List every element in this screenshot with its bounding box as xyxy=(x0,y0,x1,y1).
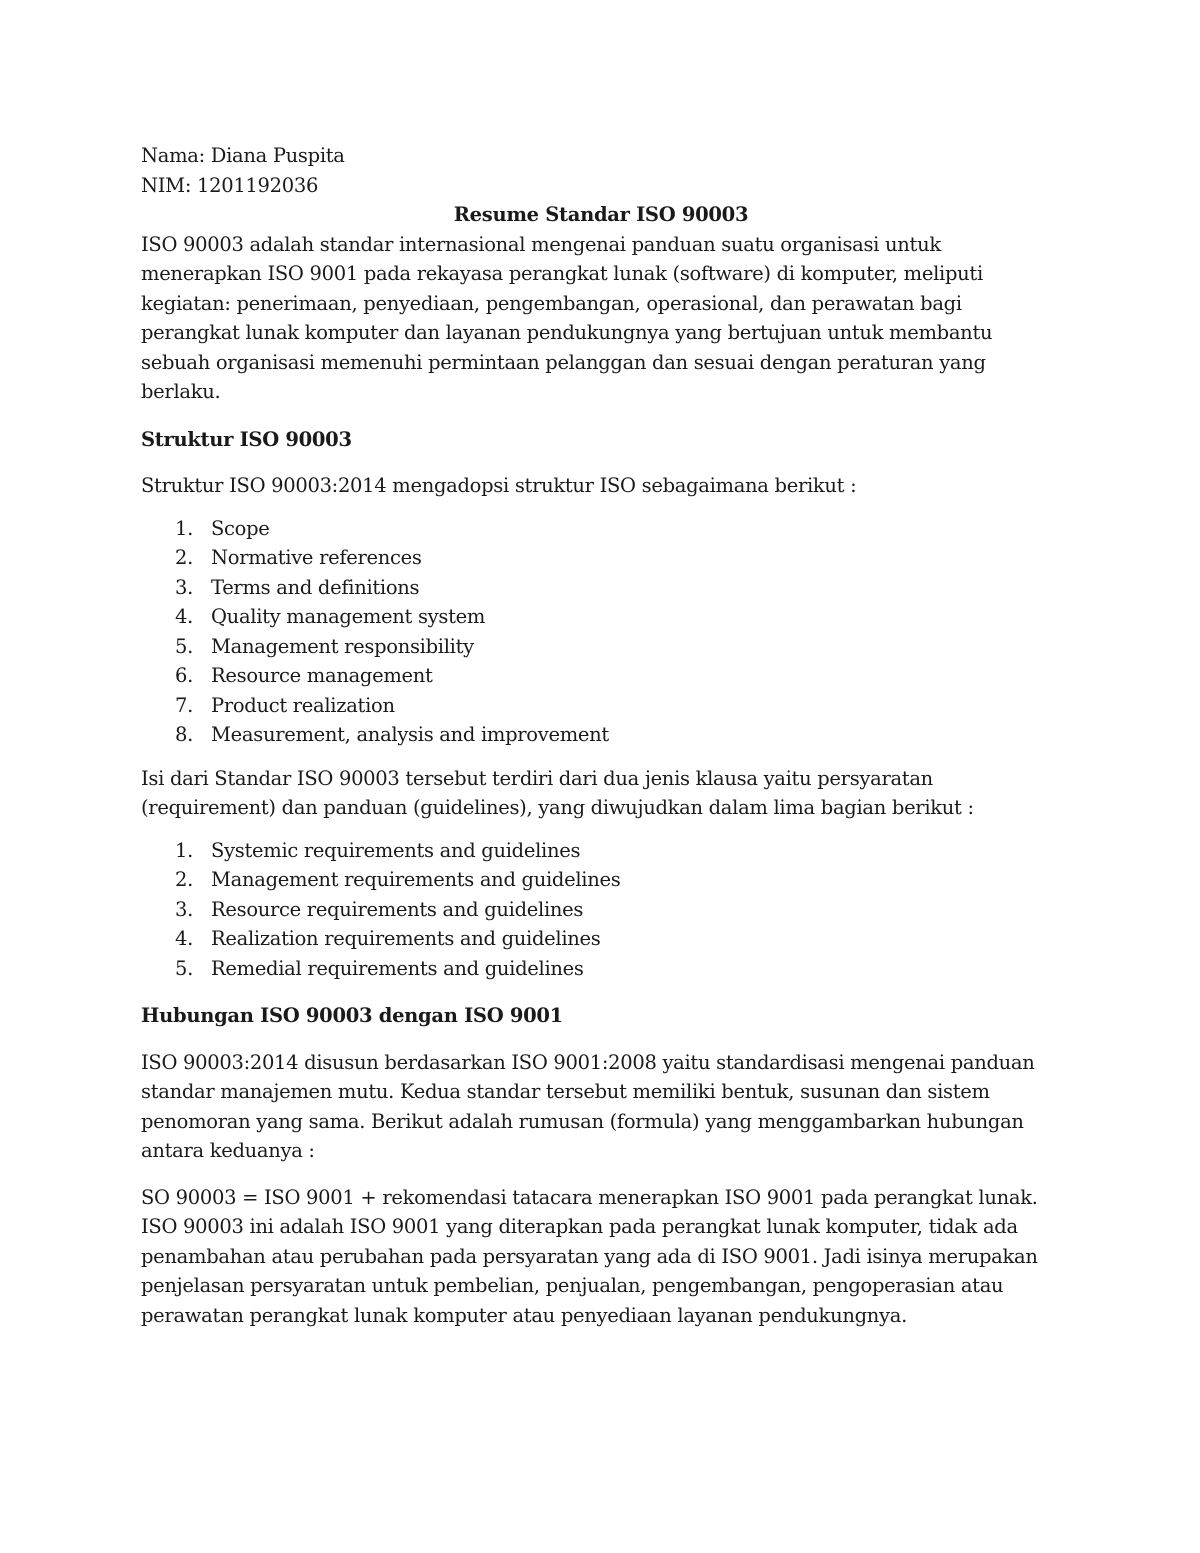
list-item xyxy=(141,865,1061,895)
list-item-text: Systemic requirements and guidelines xyxy=(211,838,581,862)
hubungan-paragraph-2: SO 90003 = ISO 9001 + rekomendasi tatacara menerapkan ISO 9001 pada perangkat lunak. ISO 90003 ini adalah ISO 9001 yang diterapkan pada perangkat lunak komputer, tidak ada penambahan atau perubahan pada persyaratan yang ada di ISO 9001. Jadi isinya merupakan penjelasan persyaratan untuk pembelian, penjualan, pengembangan, pengoperasian atau perawatan perangkat lunak komputer atau penyediaan layanan pendukungnya. xyxy=(141,1185,1038,1327)
list-item xyxy=(141,954,1061,984)
list-number: 3. xyxy=(175,897,194,921)
list-item-text: Measurement, analysis and improvement xyxy=(211,723,609,746)
parts-list xyxy=(141,836,1061,984)
document-title: Resume Standar ISO 90003 xyxy=(453,203,749,226)
list-number: 1. xyxy=(175,838,194,862)
list-item xyxy=(141,514,1061,544)
list-item xyxy=(141,924,1061,954)
list-number: 5. xyxy=(175,956,194,980)
list-number: 5. xyxy=(175,634,194,658)
student-name: Nama: Diana Puspita xyxy=(141,144,345,167)
list-item xyxy=(141,573,1061,603)
document-body xyxy=(141,141,1061,1330)
list-item xyxy=(141,720,1061,750)
struktur-lead: Struktur ISO 90003:2014 mengadopsi struktur ISO sebagaimana berikut : xyxy=(141,474,857,497)
list-item-text: Normative references xyxy=(211,546,422,569)
hubungan-paragraph-1: ISO 90003:2014 disusun berdasarkan ISO 9001:2008 yaitu standardisasi mengenai panduan standar manajemen mutu. Kedua standar tersebut memiliki bentuk, susunan dan sistem penomoran yang sama. Berikut adalah rumusan (formula) yang menggambarkan hubungan antara keduanya : xyxy=(141,1050,1035,1162)
list-number: 4. xyxy=(175,927,194,950)
struktur-list xyxy=(141,514,1061,750)
hubungan-heading: Hubungan ISO 90003 dengan ISO 9001 xyxy=(141,1004,563,1027)
list-item xyxy=(141,602,1061,632)
list-number: 8. xyxy=(175,723,194,746)
list-item-text: Terms and definitions xyxy=(211,575,420,599)
list-item-text: Management requirements and guidelines xyxy=(211,868,621,891)
list-item-text: Resource requirements and guidelines xyxy=(211,897,584,921)
list-number: 4. xyxy=(175,605,194,628)
list-item-text: Scope xyxy=(211,516,270,540)
list-item xyxy=(141,661,1061,691)
list-item xyxy=(141,543,1061,573)
list-item-text: Management responsibility xyxy=(211,634,474,658)
list-number: 7. xyxy=(175,693,194,717)
intro-paragraph: ISO 90003 adalah standar internasional mengenai panduan suatu organisasi untuk menerapkan ISO 9001 pada rekayasa perangkat lunak (software) di komputer, meliputi kegiatan: penerimaan, penyediaan, pengembangan, operasional, dan perawatan bagi perangkat lunak komputer dan layanan pendukungnya yang bertujuan untuk membantu sebuah organisasi memenuhi permintaan pelanggan dan sesuai dengan peraturan yang berlaku. xyxy=(141,232,993,403)
list-item xyxy=(141,632,1061,662)
list-number: 6. xyxy=(175,664,194,687)
list-item xyxy=(141,895,1061,925)
list-item-text: Realization requirements and guidelines xyxy=(211,927,601,950)
list-item-text: Quality management system xyxy=(211,605,486,628)
student-nim: NIM: 1201192036 xyxy=(141,173,319,197)
list-item-text: Remedial requirements and guidelines xyxy=(211,956,584,980)
isi-paragraph: Isi dari Standar ISO 90003 tersebut terdiri dari dua jenis klausa yaitu persyaratan (requirement) dan panduan (guidelines), yang diwujudkan dalam lima bagian berikut : xyxy=(141,766,974,819)
list-number: 3. xyxy=(175,575,194,599)
list-item xyxy=(141,691,1061,721)
struktur-heading: Struktur ISO 90003 xyxy=(141,427,352,451)
list-item-text: Product realization xyxy=(211,693,395,717)
list-number: 2. xyxy=(175,868,194,891)
list-item xyxy=(141,836,1061,866)
list-number: 1. xyxy=(175,516,194,540)
list-item-text: Resource management xyxy=(211,664,433,687)
list-number: 2. xyxy=(175,546,194,569)
